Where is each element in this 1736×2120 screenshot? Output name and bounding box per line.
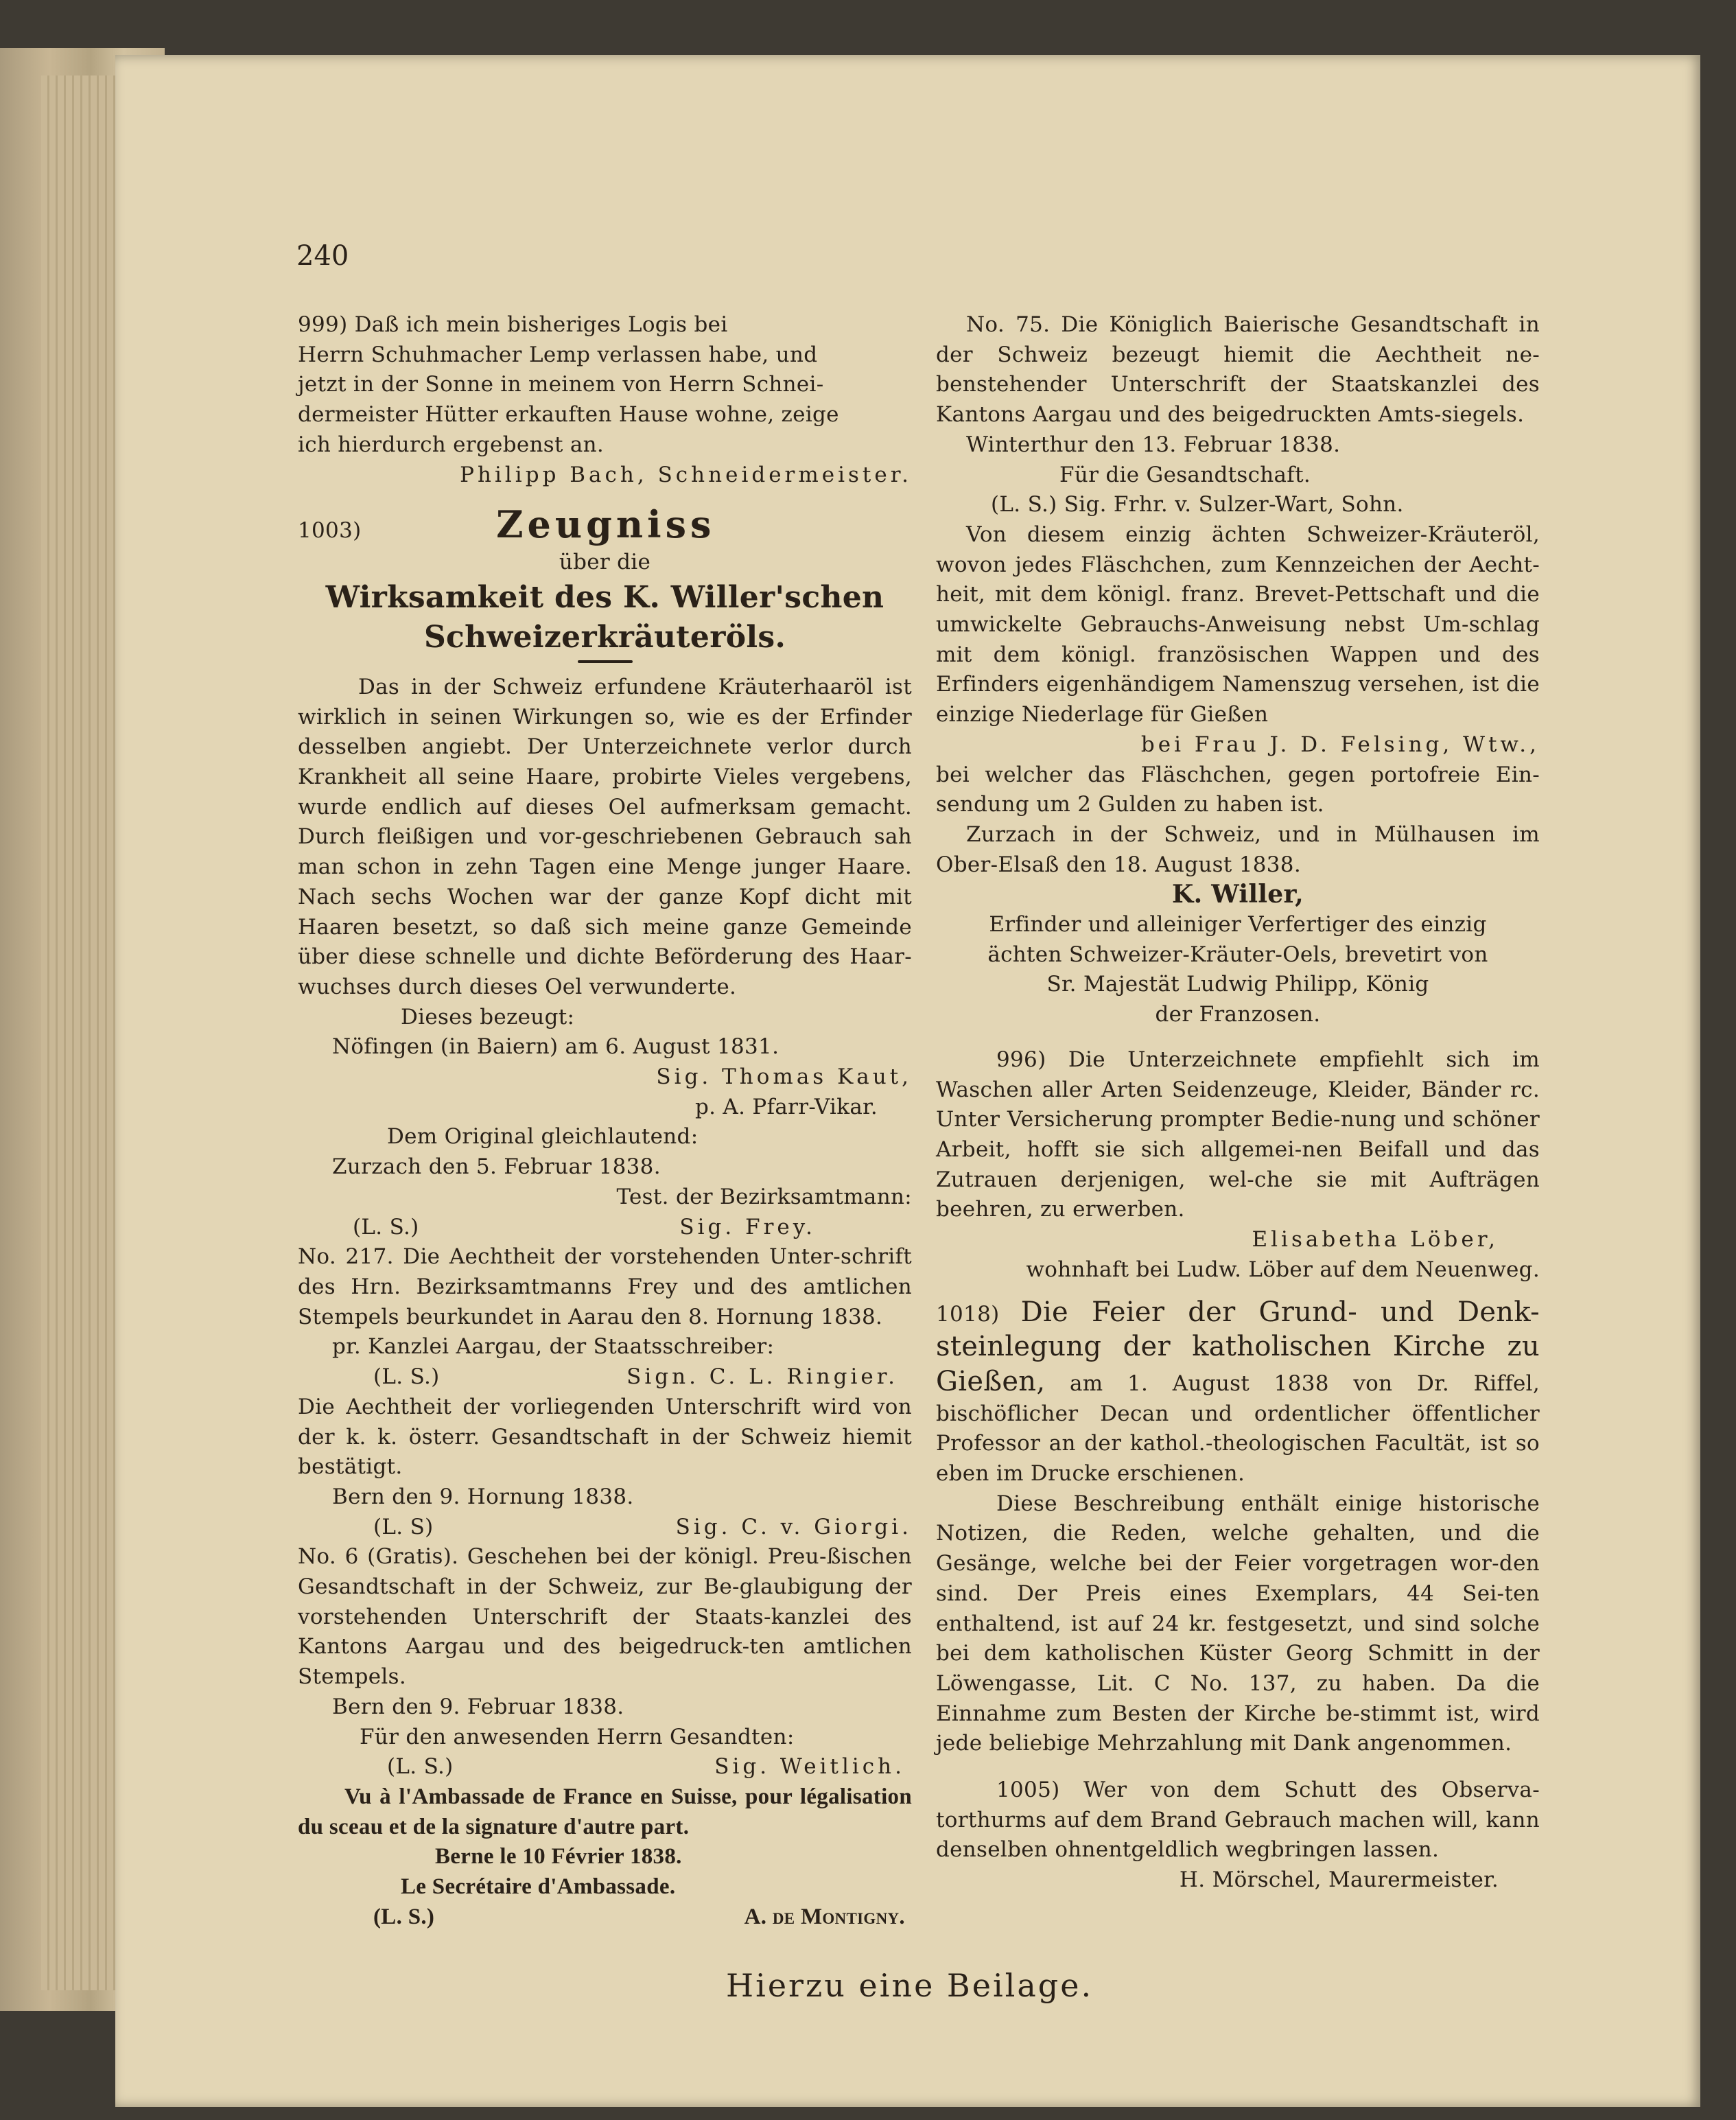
ad-996: 996) Die Unterzeichnete empfiehlt sich im Waschen aller Arten Seidenzeuge, Kleider, Bänder rc. Unter Versicherung prompter Bedie-nung und schöner Arbeit, hofft sie sich allgemei-nen Beifall und das Zutrauen derjenigen, wel-che sie mit Aufträgen beehren, zu erwerben. (936, 1047, 1540, 1222)
seal-mark: (L. S.) (373, 1364, 440, 1390)
signature: Philipp Bach, Schneidermeister. (460, 462, 912, 487)
heading-line: Wirksamkeit des K. Willer'schen (325, 579, 884, 615)
seal-mark: (L. S) (373, 1514, 434, 1539)
page-number: 240 (296, 240, 349, 272)
left-column: 999) Daß ich mein bisheriges Logis bei Herrn Schuhmacher Lemp verlassen habe, und jetzt in der Sonne in meinem von Herrn Schnei- dermeister Hütter erkauften Hause wohne, zeige ich hierdurch ergebenst an. Philipp Bach, Schneidermeister. 1003) Zeugniss über die Wirksamkeit des K. Willer'schen Schweizerkräuteröls. Das in der Schweiz erfundene Kräuterhaaröl ist wirklich in seinen Wirkungen so, wie es der Erfinder desselben angiebt. Der Unterzeichnete verlor durch Krankheit all seine Haare, probirte Vieles vergebens, wurde endlich auf dieses Oel aufmerksam gemacht. Durch fleißigen und vor-geschriebenen Gebrauch sah man schon in zehn Tagen eine Menge junger Haare. Nach sechs Wochen war der ganze Kopf dicht mit Haaren besetzt, so daß sich meine ganze Gemeinde über diese schnelle und dichte Beförderung des Haar-wuchses durch dieses Oel verwunderte. Dieses bezeugt: Nöfingen (in Baiern) am 6. August 1831. Sig. Thomas Kaut, p. A. Pfarr-Vikar. Dem Original gleichlautend: Zurzach den 5. Februar 1838. Test. der Bezirksamtmann: (L. S.) Sig. Frey. No. 217. Die Aechtheit der vorstehenden Unter-schrift des Hrn. Bezirksamtmanns Frey und des amtlichen Stempels beurkundet in Aarau den 8. Hornung 1838. pr. Kanzlei Aargau, der Staatsschreiber: (L. S.) Sign. C. L. Ringier. Die Aechtheit der vorliegenden Unterschrift wird von der k. k. österr. Gesandtschaft in der Schweiz hiemit bestätigt. Bern den 9. Hornung 1838. (L. S) Sig. C. v. Giorgi. No. 6 (Gratis). Geschehen bei der königl. Preu-ßischen Gesandtschaft in der Schweiz, zur Be-glaubigung der vorstehenden Unterschrift der Staats-kanzlei des Kantons Aargau und des beigedruck-ten amtlichen Stempels. Bern den 9. Februar 1838. Für den anwesenden Herrn Gesandten: (L. S.) Sig. Weitlich. Vu à l'Ambassade de France en Suisse, pour légalisation du sceau et de la signature d'autre part. Berne le 10 Février 1838. Le Secrétaire d'Ambassade. (L. S.) A. de Montigny. (298, 310, 912, 1932)
ad-1003-heading (298, 501, 912, 548)
seal-mark: (L. S.) (353, 1214, 419, 1239)
seal-mark: (L. S.) (373, 1904, 435, 1929)
heading-zeugniss: Zeugniss (496, 502, 716, 547)
body-text: No. 217. Die Aechtheit der vorstehenden Unter-schrift des Hrn. Bezirksamtmanns Frey und des amtlichen Stempels beurkundet in Aarau den 8. Hornung 1838. (298, 1244, 912, 1329)
ad-number: 1003) (298, 518, 362, 544)
body-text: Die Aechtheit der vorliegenden Unterschrift wird von der k. k. österr. Gesandtschaft in der Schweiz hiemit bestätigt. (298, 1394, 912, 1480)
signature: Elisabetha Löber, (1252, 1227, 1499, 1253)
seal-mark: (L. S.) (387, 1754, 454, 1780)
signature: Sign. C. L. Ringier. (626, 1364, 898, 1390)
signature: Sig. Frey. (679, 1214, 816, 1239)
divider (578, 660, 633, 663)
right-column: No. 75. Die Königlich Baierische Gesandtschaft in der Schweiz bezeugt hiemit die Aechtheit ne-benstehender Unterschrift der Staatskanzlei des Kantons Aargau und des beigedruckten Amts-siegels. Winterthur den 13. Februar 1838. Für die Gesandtschaft. (L. S.) Sig. Frhr. v. Sulzer-Wart, Sohn. Von diesem einzig ächten Schweizer-Kräuteröl, wovon jedes Fläschchen, zum Kennzeichen der Aecht-heit, mit dem königl. franz. Brevet-Pettschaft und die umwickelte Gebrauchs-Anweisung nebst Um-schlag mit dem königl. französischen Wappen und des Erfinders eigenhändigem Namenszug versehen, ist die einzige Niederlage für Gießen bei Frau J. D. Felsing, Wtw., bei welcher das Fläschchen, gegen portofreie Ein-sendung um 2 Gulden zu haben ist. Zurzach in der Schweiz, und in Mülhausen im Ober-Elsaß den 18. August 1838. K. Willer, Erfinder und alleiniger Verfertiger des einzig ächten Schweizer-Kräuter-Oels, brevetirt von Sr. Majestät Ludwig Philipp, König der Franzosen. 996) Die Unterzeichnete empfiehlt sich im Waschen aller Arten Seidenzeuge, Kleider, Bänder rc. Unter Versicherung prompter Bedie-nung und schöner Arbeit, hofft sie sich allgemei-nen Beifall und das Zutrauen derjenigen, wel-che sie mit Aufträgen beehren, zu erwerben. Elisabetha Löber, wohnhaft bei Ludw. Löber auf dem Neuenweg. 1018) Die Feier der Grund- und Denk-steinlegung der katholischen Kirche zu Gießen, am 1. August 1838 von Dr. Riffel, bischöflicher Decan und ordentlicher öffentlicher Professor an der kathol.-theologischen Facultät, ist so eben im Drucke erschienen. Diese Beschreibung enthält einige historische Notizen, die Reden, welche gehalten, und die Gesänge, welche bei der Feier vorgetragen wor-den sind. Der Preis eines Exemplars, 44 Sei-ten enthaltend, ist auf 24 kr. festgesetzt, und sind solche bei dem katholischen Küster Georg Schmitt in der Löwengasse, Lit. C No. 137, zu haben. Da die Einnahme zum Besten der Kirche be-stimmt ist, wird jede beliebige Mehrzahlung mit Dank angenommen. 1005) Wer von dem Schutt des Observa-torthurms auf dem Brand Gebrauch machen will, kann denselben ohnentgeldlich wegbringen lassen. H. Mörschel, Maurermeister. (936, 310, 1540, 1896)
body-text: No. 6 (Gratis). Geschehen bei der königl. Preu-ßischen Gesandtschaft in der Schweiz, zur Be-glaubigung der vorstehenden Unterschrift der Staats-kanzlei des Kantons Aargau und des beigedruck-ten amtlichen Stempels. (298, 1544, 912, 1690)
signature: Sig. Weitlich. (714, 1754, 905, 1780)
body-text: Diese Beschreibung enthält einige historische Notizen, die Reden, welche gehalten, und die Gesänge, welche bei der Feier vorgetragen wor-den sind. Der Preis eines Exemplars, 44 Sei-ten enthaltend, ist auf 24 kr. festgesetzt, und sind solche bei dem katholischen Küster Georg Schmitt in der Löwengasse, Lit. C No. 137, zu haben. Da die Einnahme zum Besten der Kirche be-stimmt ist, wird jede beliebige Mehrzahlung mit Dank angenommen. (936, 1491, 1540, 1756)
ad-number: 999) (298, 312, 348, 337)
ad-1018: 1018) Die Feier der Grund- und Denk-steinlegung der katholischen Kirche zu Gießen, am 1. August 1838 von Dr. Riffel, bischöflicher Decan und ordentlicher öffentlicher Professor an der kathol.-theologischen Facultät, ist so eben im Drucke erschienen. (936, 1296, 1540, 1487)
heading-line: Schweizerkräuteröls. (423, 619, 786, 655)
footer-note: Hierzu eine Beilage. (726, 1967, 1094, 2004)
ad-headline: Die Feier der Grund- und Denk-steinlegung der katholischen Kirche zu Gießen, (936, 1296, 1540, 1397)
signature: Sig. Thomas Kaut, (656, 1064, 912, 1090)
signature: H. Mörschel, Maurermeister. (1179, 1867, 1499, 1893)
body-text: Von diesem einzig ächten Schweizer-Kräuteröl, wovon jedes Fläschchen, zum Kennzeichen der Aecht-heit, mit dem königl. franz. Brevet-Pettschaft und die umwickelte Gebrauchs-Anweisung nebst Um-schlag mit dem königl. französischen Wappen und des Erfinders eigenhändigem Namenszug versehen, ist die einzige Niederlage für Gießen (936, 522, 1540, 727)
body-text: No. 75. Die Königlich Baierische Gesandtschaft in der Schweiz bezeugt hiemit die Aechtheit ne-benstehender Unterschrift der Staatskanzlei des Kantons Aargau und des beigedruckten Amts-siegels. (936, 312, 1540, 428)
signature: K. Willer, (1172, 880, 1304, 909)
ad-1005: 1005) Wer von dem Schutt des Observa-torthurms auf dem Brand Gebrauch machen will, kann denselben ohnentgeldlich wegbringen lassen. (936, 1778, 1540, 1863)
ad-number: 1018) (936, 1301, 1000, 1327)
body-text: Zurzach in der Schweiz, und in Mülhausen im Ober-Elsaß den 18. August 1838. (936, 822, 1540, 877)
signature: (L. S.) Sig. Frhr. v. Sulzer-Wart, Sohn. (991, 492, 1404, 517)
body-text: Das in der Schweiz erfundene Kräuterhaaröl ist wirklich in seinen Wirkungen so, wie es der Erfinder desselben angiebt. Der Unterzeichnete verlor durch Krankheit all seine Haare, probirte Vieles vergebens, wurde endlich auf dieses Oel aufmerksam gemacht. Durch fleißigen und vor-geschriebenen Gebrauch sah man schon in zehn Tagen eine Menge junger Haare. Nach sechs Wochen war der ganze Kopf dicht mit Haaren besetzt, so daß sich meine ganze Gemeinde über diese schnelle und dichte Beförderung des Haar-wuchses durch dieses Oel verwunderte. (298, 674, 912, 999)
heading-sub: über die (559, 550, 651, 575)
signature: bei Frau J. D. Felsing, Wtw., (1140, 732, 1540, 757)
ad-999: 999) Daß ich mein bisheriges Logis bei Herrn Schuhmacher Lemp verlassen habe, und jetzt in der Sonne in meinem von Herrn Schnei- dermeister Hütter erkauften Hause wohne, zeige ich hierdurch ergebenst an. (298, 312, 839, 457)
signature: A. de Montigny. (744, 1904, 905, 1929)
signature: Sig. C. v. Giorgi. (675, 1514, 912, 1539)
body-text: bei welcher das Fläschchen, gegen portofreie Ein-sendung um 2 Gulden zu haben ist. (936, 762, 1540, 817)
french-legalisation: Vu à l'Ambassade de France en Suisse, pour légalisation du sceau et de la signature d'autre part. (298, 1784, 912, 1839)
